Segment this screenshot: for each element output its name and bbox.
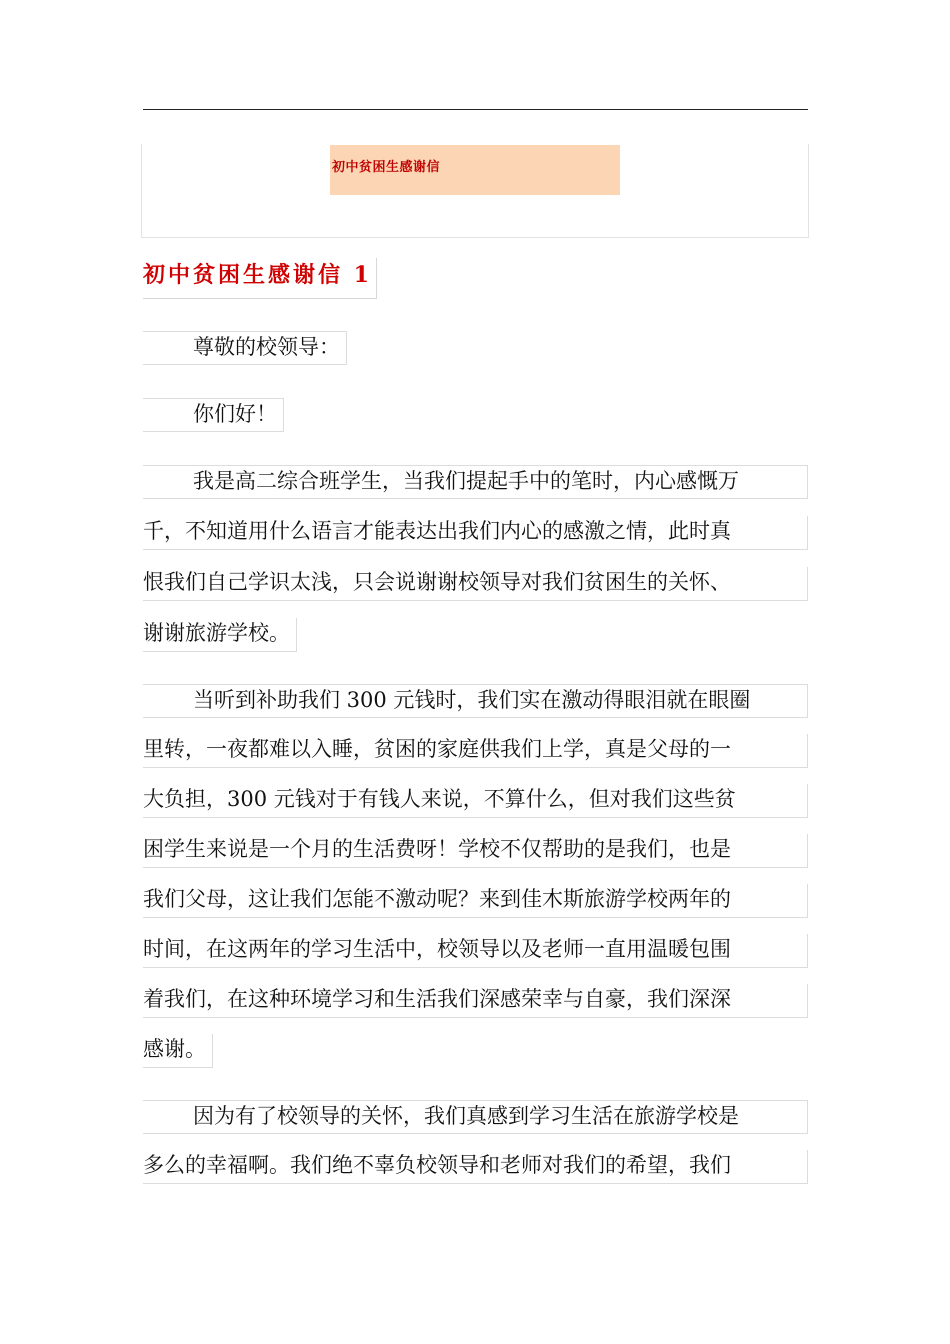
paragraph-line: 感谢。 [143, 1034, 213, 1068]
top-rule [143, 109, 808, 110]
salutation: 尊敬的校领导： [143, 331, 347, 365]
paragraph-line: 恨我们自己学识太浅，只会说谢谢校领导对我们贫困生的关怀、 [143, 567, 808, 601]
paragraph-line: 多么的幸福啊。我们绝不辜负校领导和老师对我们的希望，我们 [143, 1150, 808, 1184]
paragraph-line: 因为有了校领导的关怀，我们真感到学习生活在旅游学校是 [143, 1100, 808, 1134]
document-heading: 初中贫困生感谢信 1 [143, 258, 377, 299]
paragraph-line: 当听到补助我们 300 元钱时，我们实在激动得眼泪就在眼圈 [143, 684, 808, 718]
paragraph-line: 我是高二综合班学生，当我们提起手中的笔时，内心感慨万 [143, 465, 808, 499]
paragraph-line: 里转，一夜都难以入睡，贫困的家庭供我们上学，真是父母的一 [143, 734, 808, 768]
paragraph-line: 大负担，300 元钱对于有钱人来说，不算什么，但对我们这些贫 [143, 784, 808, 818]
paragraph-line: 谢谢旅游学校。 [143, 618, 297, 652]
paragraph-line: 千，不知道用什么语言才能表达出我们内心的感激之情，此时真 [143, 516, 808, 550]
header-label: 初中贫困生感谢信 [332, 160, 441, 175]
paragraph-line: 我们父母，这让我们怎能不激动呢？来到佳木斯旅游学校两年的 [143, 884, 808, 918]
paragraph-line: 着我们，在这种环境学习和生活我们深感荣幸与自豪，我们深深 [143, 984, 808, 1018]
paragraph-line: 时间，在这两年的学习生活中，校领导以及老师一直用温暖包围 [143, 934, 808, 968]
paragraph-line: 困学生来说是一个月的生活费呀！学校不仅帮助的是我们，也是 [143, 834, 808, 868]
greeting: 你们好！ [143, 398, 284, 432]
